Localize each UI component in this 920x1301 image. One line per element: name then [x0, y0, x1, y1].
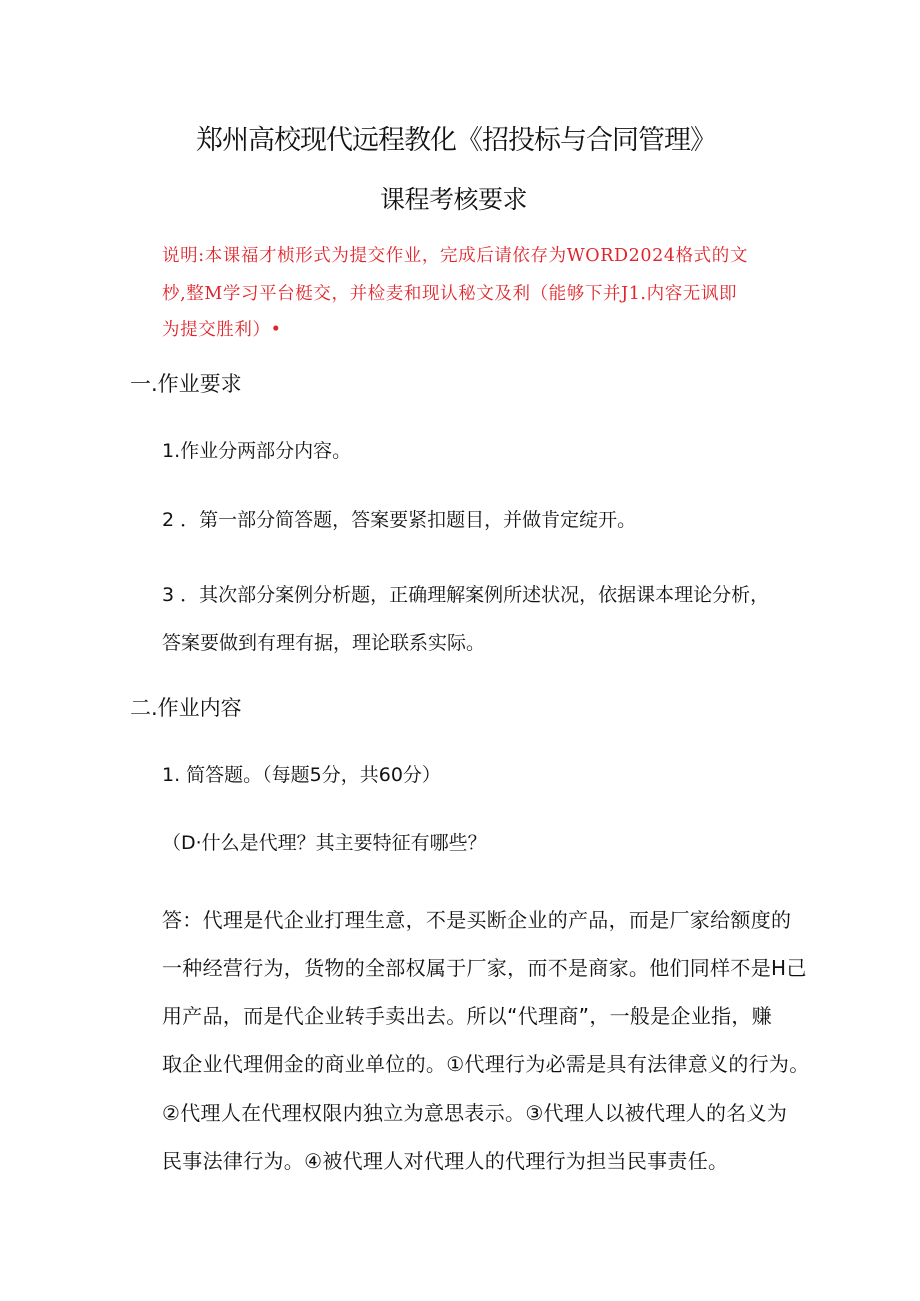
instruction-note-line: 为提交胜利）•	[162, 320, 282, 340]
answer-line: ②代理人在代理权限内独立为意思表示。③代理人以被代理人的名义为	[162, 1101, 788, 1125]
document-title: 郑州高校现代远程教化《招投标与合同管理》	[196, 125, 716, 156]
section-heading-requirements: 一.作业要求	[130, 372, 242, 396]
question-group-header: 1. 简答题。（每题5分，共60分）	[162, 764, 441, 786]
instruction-note-line: 说明:本课福才桢形式为提交作业，完成后请依存为WORD2024格式的文	[162, 246, 748, 266]
document-subtitle: 课程考核要求	[380, 185, 528, 214]
instruction-note-line: 杪,整M学习平台梃交，并检麦和现认秘文及利（能够下并J1.内容无讽即	[162, 284, 738, 304]
answer-line: 取企业代理佣金的商业单位的。①代理行为必需是具有法律意义的行为。	[162, 1052, 810, 1076]
requirement-item: 2 ．第一部分简答题，答案要紧扣题目，并做肯定绽开。	[162, 509, 637, 531]
requirement-item: 3 ．其次部分案例分析题，正确理解案例所述状况，依据课本理论分析，	[162, 584, 770, 606]
answer-line: 一种经营行为，货物的全部权属于厂家，而不是商家。他们同样不是H己	[162, 956, 807, 980]
answer-line: 用产品，而是代企业转手卖出去。所以“代理商”，一般是企业指，赚	[162, 1004, 773, 1028]
question-text: （D·什么是代理？其主要特征有哪些？	[162, 832, 487, 854]
answer-line: 答：代理是代企业打理生意，不是买断企业的产品，而是厂家给额度的	[162, 908, 792, 932]
requirement-item: 1.作业分两部分内容。	[162, 440, 352, 462]
section-heading-content: 二.作业内容	[130, 696, 242, 720]
answer-line: 民事法律行为。④被代理人对代理人的代理行为担当民事责任。	[162, 1149, 729, 1173]
requirement-item-continued: 答案要做到有理有据，理论联系实际。	[162, 632, 486, 654]
